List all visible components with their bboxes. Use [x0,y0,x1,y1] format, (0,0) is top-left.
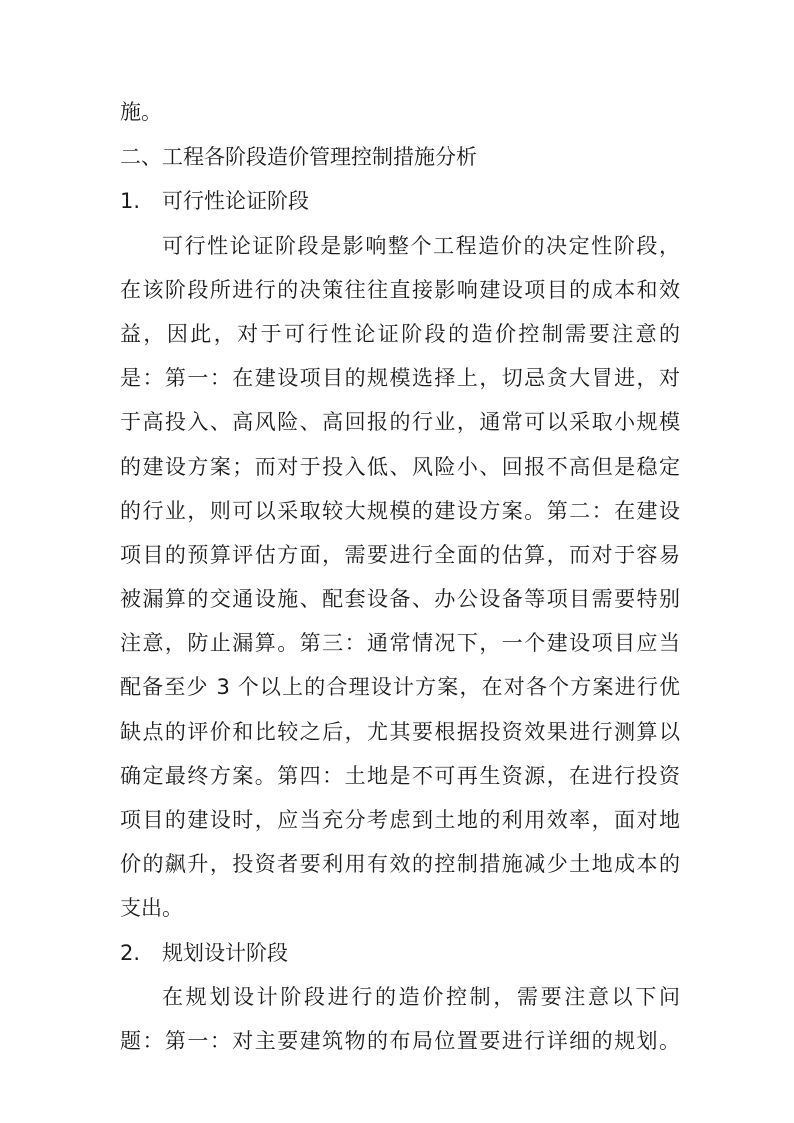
subsection-1-number: 1. [120,189,141,213]
subsection-1-heading [120,186,680,216]
para1-line-1: 可行性论证阶段是影响整个工程造价的决定性阶段， [162,234,680,258]
para1-line-15: 价的飙升，投资者要利用有效的控制措施减少土地成本的 [120,852,680,876]
para1-line-16: 支出。 [120,896,183,920]
para2-line-1: 在规划设计阶段进行的造价控制，需要注意以下问 [162,985,680,1009]
subsection-2-number: 2. [120,941,141,965]
section-heading: 二、工程各阶段造价管理控制措施分析 [120,145,477,169]
para1-line-14: 项目的建设时，应当充分考虑到土地的利用效率，面对地 [120,808,680,832]
subsection-2-title: 规划设计阶段 [162,941,288,965]
para1-line-13: 确定最终方案。第四：土地是不可再生资源，在进行投资 [120,764,680,788]
para1-line-10: 注意，防止漏算。第三：通常情况下，一个建设项目应当 [120,631,680,655]
para1-line-7: 的行业，则可以采取较大规模的建设方案。第二：在建设 [120,499,680,523]
para1-line-5: 于高投入、高风险、高回报的行业，通常可以采取小规模 [120,410,680,434]
subsection-2-heading [120,938,680,968]
para1-line-11: 配备至少 3 个以上的合理设计方案，在对各个方案进行优 [120,675,680,699]
para1-line-8: 项目的预算评估方面，需要进行全面的估算，而对于容易 [120,543,680,567]
para2-line-2: 题：第一：对主要建筑物的布局位置要进行详细的规划。 [120,1029,680,1053]
para1-line-3: 益，因此，对于可行性论证阶段的造价控制需要注意的 [120,322,680,346]
carry-over-text: 施。 [120,100,162,124]
subsection-1-title: 可行性论证阶段 [162,189,309,213]
para1-line-12: 缺点的评价和比较之后，尤其要根据投资效果进行测算以 [120,720,680,744]
para1-line-6: 的建设方案；而对于投入低、风险小、回报不高但是稳定 [120,455,680,479]
para1-line-9: 被漏算的交通设施、配套设备、办公设备等项目需要特别 [120,587,680,611]
para1-line-4: 是：第一：在建设项目的规模选择上，切忌贪大冒进，对 [120,366,680,390]
para1-line-2: 在该阶段所进行的决策往往直接影响建设项目的成本和效 [120,278,680,302]
